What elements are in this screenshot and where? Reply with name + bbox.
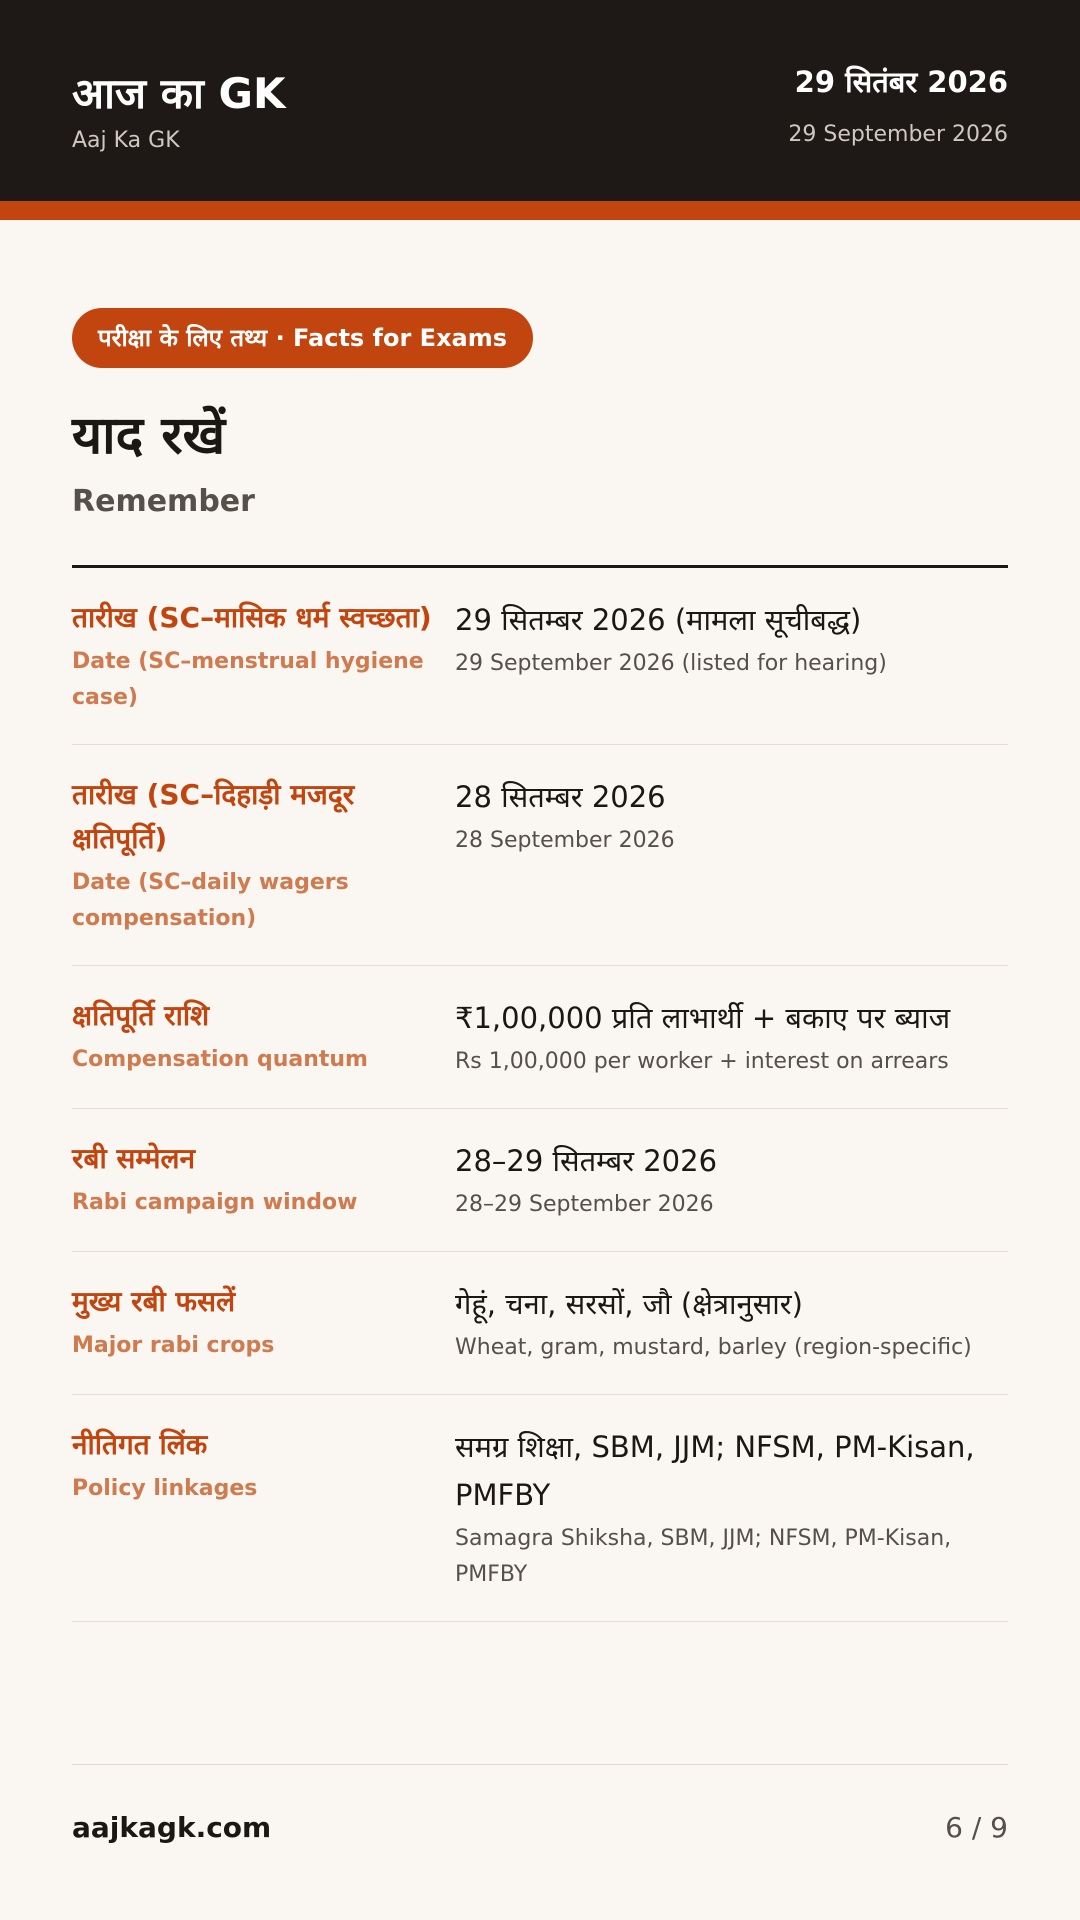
fact-label-english: Rabi campaign window: [72, 1190, 358, 1215]
date-hindi: 29 सितंबर 2026: [794, 65, 1008, 99]
fact-value-english: 29 September 2026 (listed for hearing): [455, 651, 887, 676]
brand-subtitle: Aaj Ka GK: [72, 128, 180, 153]
fact-row-rabi-crops: [72, 1252, 1008, 1395]
fact-value: [455, 1137, 1008, 1223]
fact-label-hindi: क्षतिपूर्ति राशि: [72, 999, 210, 1032]
fact-row-sc-menstrual-date: [72, 568, 1008, 745]
section-title-hindi: याद रखें: [72, 406, 226, 466]
fact-label: [72, 1280, 455, 1366]
brand-title: आज का GK: [72, 69, 286, 118]
section-title-english: Remember: [72, 484, 255, 519]
header-accent-stripe: [0, 201, 1080, 220]
fact-label-english: Compensation quantum: [72, 1047, 368, 1072]
date-english: 29 September 2026: [788, 122, 1008, 147]
fact-value: [455, 1280, 1008, 1366]
fact-label-english: Policy linkages: [72, 1476, 258, 1501]
fact-value-hindi: 28 सितम्बर 2026: [455, 780, 666, 814]
fact-value: [455, 596, 1008, 716]
fact-row-compensation: [72, 966, 1008, 1109]
fact-label-english: Major rabi crops: [72, 1333, 275, 1358]
fact-label-hindi: तारीख (SC–दिहाड़ी मजदूर क्षतिपूर्ति): [72, 778, 355, 855]
fact-value: [455, 994, 1008, 1080]
fact-value-hindi: समग्र शिक्षा, SBM, JJM; NFSM, PM-Kisan, PMFBY: [455, 1430, 975, 1512]
fact-label: [72, 773, 455, 937]
fact-value-english: 28 September 2026: [455, 828, 675, 853]
fact-label: [72, 1137, 455, 1223]
fact-value-hindi: गेहूं, चना, सरसों, जौ (क्षेत्रानुसार): [455, 1287, 803, 1321]
fact-value: [455, 1423, 1008, 1593]
fact-value-english: Rs 1,00,000 per worker + interest on arrears: [455, 1049, 949, 1074]
fact-value-english: Wheat, gram, mustard, barley (region-specific): [455, 1335, 972, 1360]
fact-value-hindi: ₹1,00,000 प्रति लाभार्थी + बकाए पर ब्याज: [455, 1001, 951, 1035]
fact-label-english: Date (SC–daily wagers compensation): [72, 870, 349, 931]
fact-label-hindi: तारीख (SC–मासिक धर्म स्वच्छता): [72, 601, 432, 634]
fact-label-hindi: रबी सम्मेलन: [72, 1142, 196, 1175]
header-bar: [0, 0, 1080, 201]
fact-label: [72, 1423, 455, 1593]
footer-divider: [72, 1764, 1008, 1765]
fact-value-hindi: 29 सितम्बर 2026 (मामला सूचीबद्ध): [455, 603, 862, 637]
fact-label-english: Date (SC–menstrual hygiene case): [72, 649, 424, 710]
fact-value-english: 28–29 September 2026: [455, 1192, 714, 1217]
fact-label-hindi: नीतिगत लिंक: [72, 1428, 208, 1461]
fact-value-hindi: 28–29 सितम्बर 2026: [455, 1144, 718, 1178]
fact-value-english: Samagra Shiksha, SBM, JJM; NFSM, PM-Kisan, PMFBY: [455, 1526, 952, 1587]
section-tag-badge: परीक्षा के लिए तथ्य · Facts for Exams: [72, 308, 533, 368]
fact-row-policy-linkages: [72, 1395, 1008, 1622]
fact-label: [72, 994, 455, 1080]
fact-row-rabi-campaign: [72, 1109, 1008, 1252]
page-indicator: 6 / 9: [945, 1811, 1008, 1844]
fact-label: [72, 596, 455, 716]
fact-label-hindi: मुख्य रबी फसलें: [72, 1285, 236, 1318]
footer-site-name: aajkagk.com: [72, 1811, 272, 1844]
facts-table: [72, 568, 1008, 1622]
fact-row-sc-wagers-date: [72, 745, 1008, 966]
fact-value: [455, 773, 1008, 937]
